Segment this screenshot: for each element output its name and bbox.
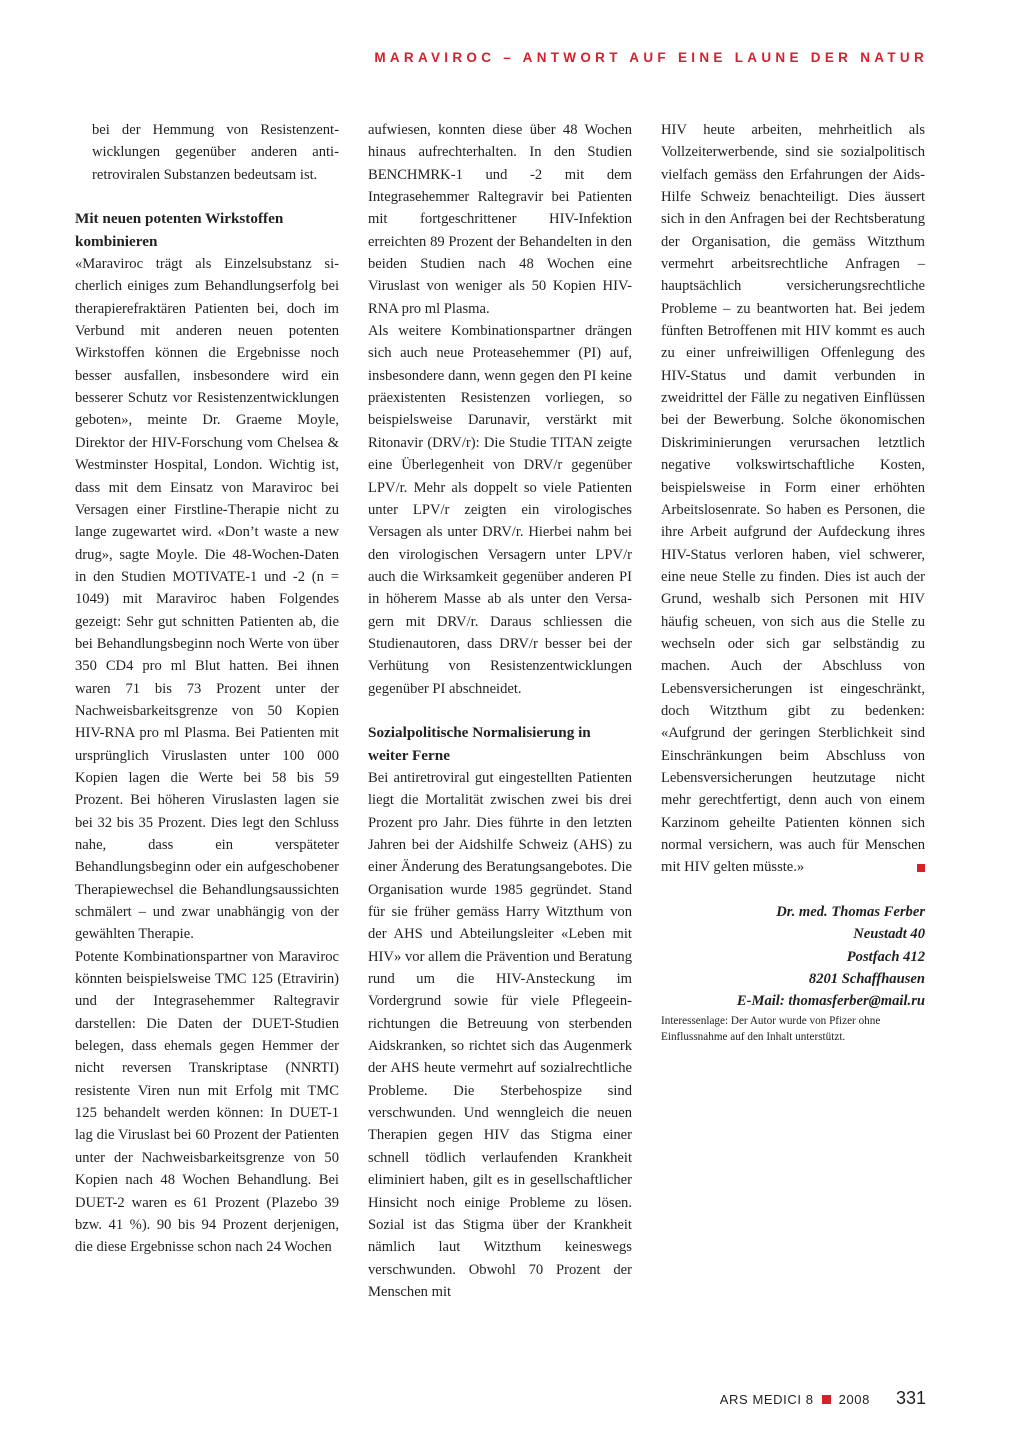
body-paragraph: Bei antiretroviral gut eingestellten Patienten liegt die Mortalität zwischen zwei bis drei Prozent pro Jahr. Dies führte in den letzten Jahren bei der Aidshilfe Schweiz (AHS) zu einer Änderung des Beratungsangebotes. Die Organisation wurde 1985 gegründet. Stand für sie früher gemäss Harry Witzthum von der AHS und Abteilungsleiter «Leben mit HIV» vor allem die Prävention und Beratung rund um die HIV-Ansteckung im Vordergrund sowie für viele Pflegeeinrichtungen die Betreuung von sterbenden Aidskranken, so richtet sich das Augenmerk der AHS heute vermehrt auf sozialrechtliche Probleme. Die Sterbehospize sind verschwunden. Und wenngleich die neuen Therapien gegen HIV das Stigma einer schnell tödlich verlaufenden Krankheit eliminiert haben, gilt es in gesellschaftlicher Hinsicht noch einige Probleme zu lösen. Sozial ist das Stigma über der Krankheit nämlich laut Witzthum keineswegs verschwunden. Obwohl 70 Prozent der Menschen mit <box>368 769 632 1300</box>
running-title: MARAVIROC – ANTWORT AUF EINE LAUNE DER NATUR <box>374 50 928 65</box>
author-po-box: Postfach 412 <box>846 948 925 965</box>
column-1 <box>75 119 339 1259</box>
column-3 <box>661 119 925 1046</box>
body-paragraph <box>661 119 925 879</box>
author-name: Dr. med. Thomas Ferber <box>776 904 925 921</box>
issue-year: 2008 <box>838 1392 870 1407</box>
section-heading-wirkstoffe: Mit neuen potenten Wirkstoffen kombinieren <box>75 210 284 250</box>
author-address <box>661 901 925 1013</box>
author-city: 8201 Schaffhausen <box>808 971 925 988</box>
body-paragraph: «Maraviroc trägt als Einzelsubstanz sicherlich einiges zum Behandlungserfolg bei therapierefraktären Patienten bei, doch im Verbund mit anderen neuen potenten Wirkstoffen können die Ergebnisse noch besser ausfallen, insbesondere wird ein besserer Schutz vor Resistenzentwicklungen geboten», meinte Dr. Graeme Moyle, Direktor der HIV-Forschung vom Chelsea & Westminster Hospital, London. Wichtig ist, dass mit dem Einsatz von Maraviroc bei Versagen einer Firstline-Therapie nicht zu lange zugewartet wird. «Don’t waste a new drug», sagte Moyle. Die 48-Wochen-Daten in den Studien MOTIVATE-1 und -2 (n = 1049) mit Maraviroc haben Folgendes gezeigt: Sehr gut schnitten Patienten ab, die bei Behandlungsbeginn noch Werte von über 350 CD4 pro ml Blut hatten. Bei ihnen waren 71 bis 73 Prozent unter der Nachweisbarkeitsgrenze von 50 Kopien HIV-RNA pro ml Plasma. Bei Patienten mit ursprünglich Viruslasten unter 100 000 Kopien lagen die Werte bei 58 bis 59 Prozent. Bei höheren Viruslasten lagen sie bei 32 bis 35 Prozent. Dies legt den Schluss nahe, dass ein verspäteter Behandlungsbeginn oder ein aufgeschobener Therapiewechsel die Behandlungsaussichten schmälert – und zwar unabhängig von der gewählten Therapie. <box>75 256 339 943</box>
continuation-paragraph: bei der Hemmung von Resistenzentwicklungen gegenüber anderen antiretroviralen Substanzen bedeutsam ist. <box>92 122 339 183</box>
section-heading-sozialpolitik: Sozialpolitische Normalisierung in weiter Ferne <box>368 724 591 764</box>
separator-square-icon <box>822 1395 831 1404</box>
end-of-article-mark-icon <box>917 864 925 872</box>
body-paragraph-text: HIV heute arbeiten, mehrheitlich als Vollzeiterwerbende, sind sie sozialpolitisch vielfach gemäss den Erfahrungen der Aids-Hilfe Schweiz benachteiligt. Dies äussert sich in den Anfragen bei der Rechtsberatung der Organisation, die gemäss Witzthum vermehrt arbeitsrechtliche Anfragen – hauptsächlich versicherungsrechtliche Probleme – zu beantworten hat. Bei jedem fünften Betroffenen mit HIV kommt es auch zu einer unfreiwilligen Offenlegung des HIV-Status und damit verbunden in zweidrittel der Fälle zu negativen Einflüssen bei der Bewerbung. Solche ökonomischen Diskriminierungen verursachen letztlich negative volkswirtschaftliche Kosten, beispielsweise in Form einer erhöhten Arbeitslosenrate. So haben es Personen, die ihre Arbeit aufgrund der Aufdeckung ihres HIV-Status verloren haben, viel schwerer, eine neue Stelle zu finden. Dies ist auch der Grund, weshalb sich Personen mit HIV häufig scheuen, von sich aus die Stelle zu wechseln oder sich gar selbständig zu machen. Auch der Abschluss von Lebensversicherungen ist eingeschränkt, doch Witzthum gibt zu bedenken: «Aufgrund der geringen Sterblichkeit sind Einschränkungen beim Abschluss von Lebensversicherungen heutzutage nicht mehr gerechtfertigt, denn auch von einem Karzinom geheilte Patienten können sich normal versichern, was auch für Menschen mit HIV gelten müsste.» <box>661 122 925 876</box>
body-paragraph: Als weitere Kombinationspartner drängen sich auch neue Proteasehemmer (PI) auf, insbesondere dann, wenn gegen den PI keine präexistenten Resistenzen vorliegen, so beispielsweise Darunavir, verstärkt mit Ritonavir (DRV/r): Die Studie TITAN zeigte eine Überlegenheit von DRV/r gegenüber LPV/r. Mehr als doppelt so viele Patienten unter LPV/r zeigten ein virologisches Versagen als unter DRV/r. Hierbei nahm bei den virologischen Versagern unter LPV/r auch die Wirksamkeit gegenüber anderen PI in höherem Masse ab als unter den Versagern mit DRV/r. Daraus schliessen die Studienautoren, dass DRV/r besser bei der Verhütung von Resistenzentwicklungen gegenüber PI abschneidet. <box>368 323 632 697</box>
author-email: E-Mail: thomasferber@mail.ru <box>736 993 925 1010</box>
conflict-of-interest-note: Interessenlage: Der Autor wurde von Pfizer ohne Einflussnahme auf den Inhalt unterstützt. <box>661 1014 881 1044</box>
body-paragraph: Potente Kombinationspartner von Maraviroc könnten beispielsweise TMC 125 (Etravirin) und der Integrasehemmer Raltegravir darstellen: Die Daten der DUET-Studien belegen, dass ehemals gegen Hemmer der nicht reversen Transkriptase (NNRTI) resistente Viren nun mit Erfolg mit TMC 125 behandelt werden können: In DUET-1 lag die Viruslast bei 60 Prozent der Patienten unter der Nachweisbarkeitsgrenze von 50 Kopien nach 48 Wochen Behandlung. Bei DUET-2 waren es 61 Prozent (Plazebo 39 bzw. 41 %). 90 bis 94 Prozent derjenigen, die diese Ergebnisse schon nach 24 Wochen <box>75 948 339 1256</box>
magazine-name: ARS MEDICI 8 <box>719 1392 814 1407</box>
page-number: 331 <box>895 1388 926 1408</box>
column-2 <box>368 119 632 1303</box>
page-footer <box>720 1388 926 1409</box>
author-street: Neustadt 40 <box>853 926 925 943</box>
body-paragraph: aufwiesen, konnten diese über 48 Wochen hinaus aufrechterhalten. In den Studien BENCHMRK-1 und -2 mit dem Integrasehemmer Raltegravir bei Patienten mit fortgeschrittener HIV-Infektion erreichten 89 Prozent der Behandelten in den beiden Studien nach 48 Wochen eine Viruslast von weniger als 50 Kopien HIV-RNA pro ml Plasma. <box>368 122 632 317</box>
